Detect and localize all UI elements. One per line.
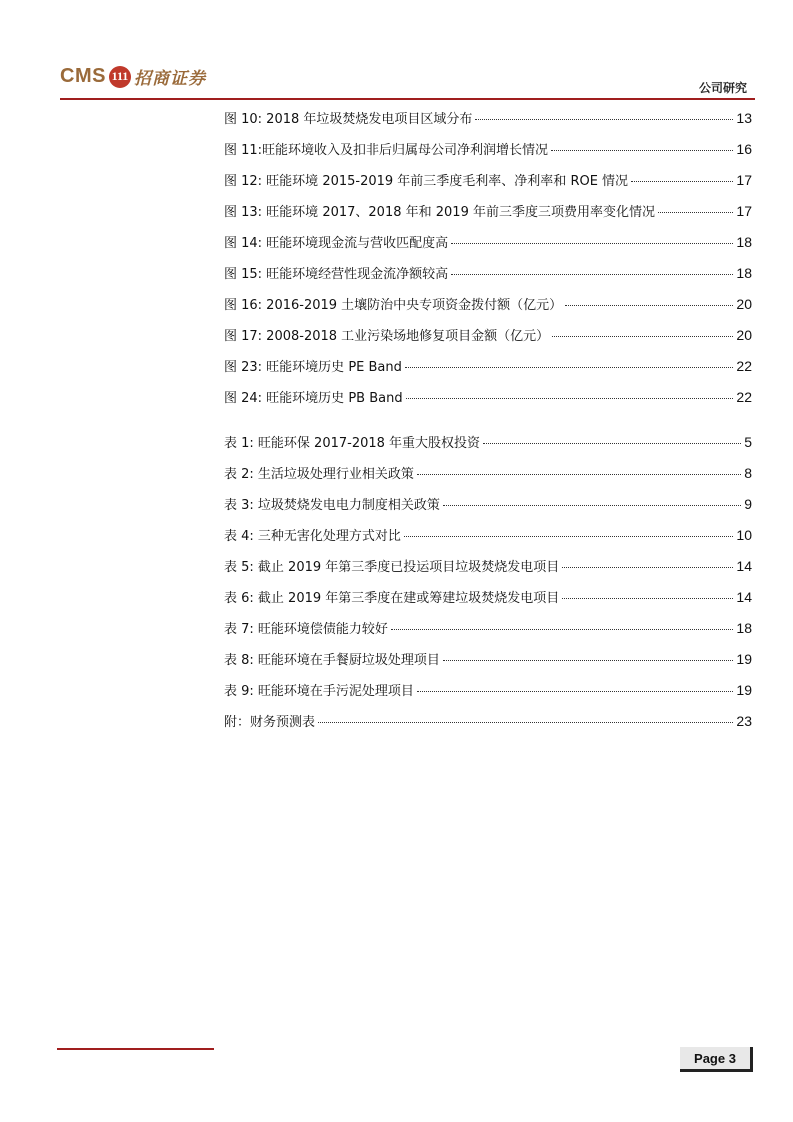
toc-entry-page: 10: [736, 527, 752, 543]
toc-entry-title: 表 4: 三种无害化处理方式对比: [224, 529, 401, 544]
toc-entry-title: 图 11:旺能环境收入及扣非后归属母公司净利润增长情况: [224, 143, 549, 158]
toc-leader-dots: [443, 505, 741, 506]
toc-entry-title: 图 23: 旺能环境历史 PE Band: [224, 360, 402, 375]
toc-entry[interactable]: [224, 680, 752, 711]
toc-leader-dots: [631, 181, 733, 182]
toc-entry-title: 图 17: 2008-2018 工业污染场地修复项目金额（亿元）: [224, 329, 550, 344]
toc-entry-page: 18: [736, 234, 752, 250]
toc-entry-title: 图 13: 旺能环境 2017、2018 年和 2019 年前三季度三项费用率变化情况: [224, 205, 655, 220]
toc-entry[interactable]: [224, 494, 752, 525]
toc-entry-page: 19: [736, 682, 752, 698]
logo-chinese: 招商证券: [133, 69, 206, 89]
toc-entry-page: 22: [736, 389, 752, 405]
toc-entry-title: 表 9: 旺能环境在手污泥处理项目: [224, 684, 414, 699]
toc-leader-dots: [405, 367, 734, 368]
list-spacer: [224, 418, 752, 432]
toc-entry-title: 附：财务预测表: [224, 715, 316, 730]
toc-entry-title: 图 24: 旺能环境历史 PB Band: [224, 391, 403, 406]
figure-list: [224, 108, 752, 418]
toc-leader-dots: [565, 305, 733, 306]
toc-entry[interactable]: [224, 387, 752, 418]
toc-entry-page: 8: [744, 465, 752, 481]
toc-leader-dots: [451, 243, 733, 244]
toc-leader-dots: [391, 629, 734, 630]
toc-entry[interactable]: [224, 556, 752, 587]
toc-entry-title: 表 2: 生活垃圾处理行业相关政策: [224, 467, 414, 482]
toc-leader-dots: [318, 722, 733, 723]
toc-entry-page: 14: [736, 558, 752, 574]
company-logo: [60, 64, 206, 89]
toc-entry-title: 图 10: 2018 年垃圾焚烧发电项目区域分布: [224, 112, 473, 127]
toc-entry-title: 图 12: 旺能环境 2015-2019 年前三季度毛利率、净利率和 ROE 情况: [224, 174, 629, 189]
toc-entry-page: 9: [744, 496, 752, 512]
toc-entry[interactable]: [224, 325, 752, 356]
toc-entry-title: 图 16: 2016-2019 土壤防治中央专项资金拨付额（亿元）: [224, 298, 563, 313]
toc-entry[interactable]: [224, 587, 752, 618]
toc-entry-page: 13: [736, 110, 752, 126]
toc-leader-dots: [443, 660, 734, 661]
toc-leader-dots: [562, 598, 733, 599]
toc-entry[interactable]: [224, 463, 752, 494]
toc-entry-page: 5: [744, 434, 752, 450]
header-divider: [60, 98, 755, 100]
toc-entry-title: 表 1: 旺能环保 2017-2018 年重大股权投资: [224, 436, 481, 451]
logo-latin: CMS: [60, 65, 106, 87]
toc-entry[interactable]: [224, 201, 752, 232]
toc-leader-dots: [658, 212, 733, 213]
toc-entry-page: 18: [736, 620, 752, 636]
toc-leader-dots: [562, 567, 733, 568]
toc-entry-page: 20: [736, 327, 752, 343]
section-label: 公司研究: [698, 81, 747, 95]
toc-entry[interactable]: [224, 356, 752, 387]
logo-badge-icon: 111: [109, 66, 131, 88]
toc-leader-dots: [404, 536, 734, 537]
footer-divider: [57, 1048, 214, 1050]
toc-entry[interactable]: [224, 139, 752, 170]
toc-entry[interactable]: [224, 432, 752, 463]
toc-entry-title: 图 15: 旺能环境经营性现金流净额较高: [224, 267, 449, 282]
toc-entry-title: 表 3: 垃圾焚烧发电电力制度相关政策: [224, 498, 440, 513]
toc-entry[interactable]: [224, 525, 752, 556]
toc-leader-dots: [475, 119, 733, 120]
toc-entry[interactable]: [224, 711, 752, 742]
toc-entry-title: 表 5: 截止 2019 年第三季度已投运项目垃圾焚烧发电项目: [224, 560, 560, 575]
toc-entry-page: 23: [736, 713, 752, 729]
toc-entry-page: 20: [736, 296, 752, 312]
table-list: [224, 432, 752, 742]
toc-entry-title: 表 7: 旺能环境偿债能力较好: [224, 622, 388, 637]
toc-leader-dots: [483, 443, 741, 444]
toc-leader-dots: [551, 150, 733, 151]
toc-entry-page: 22: [736, 358, 752, 374]
toc-entry-page: 19: [736, 651, 752, 667]
toc-leader-dots: [552, 336, 733, 337]
toc-entry[interactable]: [224, 108, 752, 139]
toc-entry[interactable]: [224, 618, 752, 649]
toc-leader-dots: [451, 274, 733, 275]
toc-entry-page: 16: [736, 141, 752, 157]
toc-entry[interactable]: [224, 170, 752, 201]
toc-entry[interactable]: [224, 263, 752, 294]
toc-entry-page: 17: [736, 172, 752, 188]
toc-entry-title: 图 14: 旺能环境现金流与营收匹配度高: [224, 236, 449, 251]
toc-entry-page: 17: [736, 203, 752, 219]
toc-leader-dots: [406, 398, 734, 399]
toc-leader-dots: [417, 474, 741, 475]
toc-entry-page: 18: [736, 265, 752, 281]
toc-entry-title: 表 6: 截止 2019 年第三季度在建或筹建垃圾焚烧发电项目: [224, 591, 560, 606]
toc-entry-page: 14: [736, 589, 752, 605]
toc-entry[interactable]: [224, 232, 752, 263]
toc-leader-dots: [417, 691, 734, 692]
toc-entry[interactable]: [224, 294, 752, 325]
page-header: [60, 60, 755, 100]
toc-entry[interactable]: [224, 649, 752, 680]
table-of-contents: [224, 108, 752, 742]
page-number-badge: Page 3: [680, 1047, 753, 1072]
toc-entry-title: 表 8: 旺能环境在手餐厨垃圾处理项目: [224, 653, 440, 668]
